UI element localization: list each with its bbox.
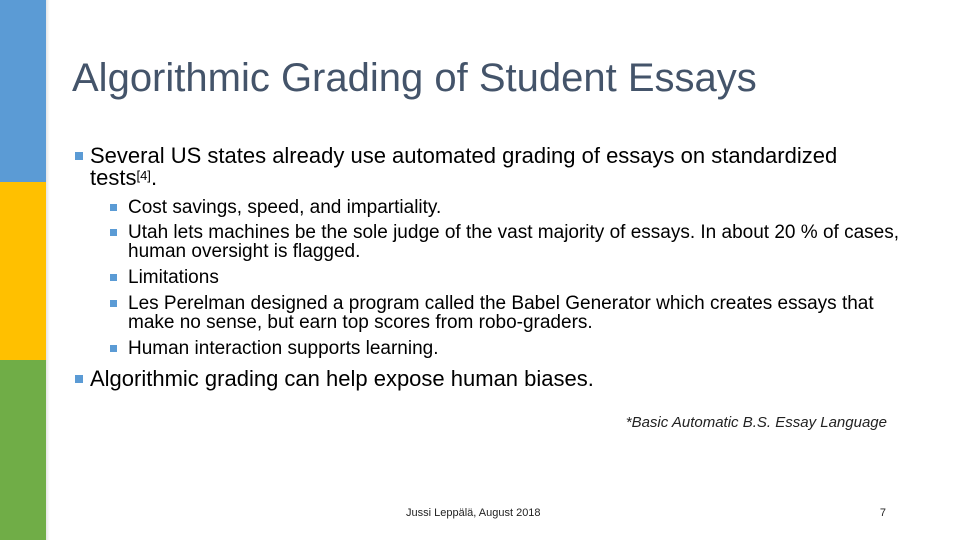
citation-superscript: [4] <box>136 168 151 183</box>
footnote: *Basic Automatic B.S. Essay Language <box>625 414 887 431</box>
bullet-level2 <box>110 268 903 287</box>
bullet-level1 <box>75 368 890 390</box>
slide-title: Algorithmic Grading of Student Essays <box>72 56 757 100</box>
bullet-square-icon <box>110 300 117 307</box>
bullet-text: Limitations <box>128 267 219 288</box>
bullet-text: Human interaction supports learning. <box>128 338 439 359</box>
bullet-level2 <box>110 294 903 332</box>
bullet-text-end: . <box>150 165 158 190</box>
bullet-text: Algorithmic grading can help expose human biases. <box>90 366 594 391</box>
bullet-text: Utah lets machines be the sole judge of the vast majority of essays. In about 20 % of cases, human oversight is flagged. <box>128 222 899 262</box>
accent-bar-shadow <box>46 0 50 540</box>
bullet-text: Several US states already use automated grading of essays on standardized tests <box>90 143 838 190</box>
bullet-square-icon <box>110 229 117 236</box>
bullet-square-icon <box>110 204 117 211</box>
footer-author-date: Jussi Leppälä, August 2018 <box>406 507 541 519</box>
bullet-square-icon <box>75 152 83 160</box>
bullet-level2 <box>110 223 903 261</box>
bullet-level2 <box>110 339 903 358</box>
bullet-square-icon <box>75 375 83 383</box>
bullet-level1 <box>75 145 890 189</box>
bullet-square-icon <box>110 274 117 281</box>
bullet-text: Les Perelman designed a program called the Babel Generator which creates essays that make no sense, but earn top scores from robo-graders. <box>128 293 874 333</box>
bullet-square-icon <box>110 345 117 352</box>
accent-bar-blue <box>0 0 46 182</box>
bullet-level2 <box>110 198 903 217</box>
accent-bar-green <box>0 360 46 540</box>
page-number: 7 <box>879 507 886 519</box>
accent-bar-yellow <box>0 182 46 360</box>
bullet-text: Cost savings, speed, and impartiality. <box>128 197 442 218</box>
